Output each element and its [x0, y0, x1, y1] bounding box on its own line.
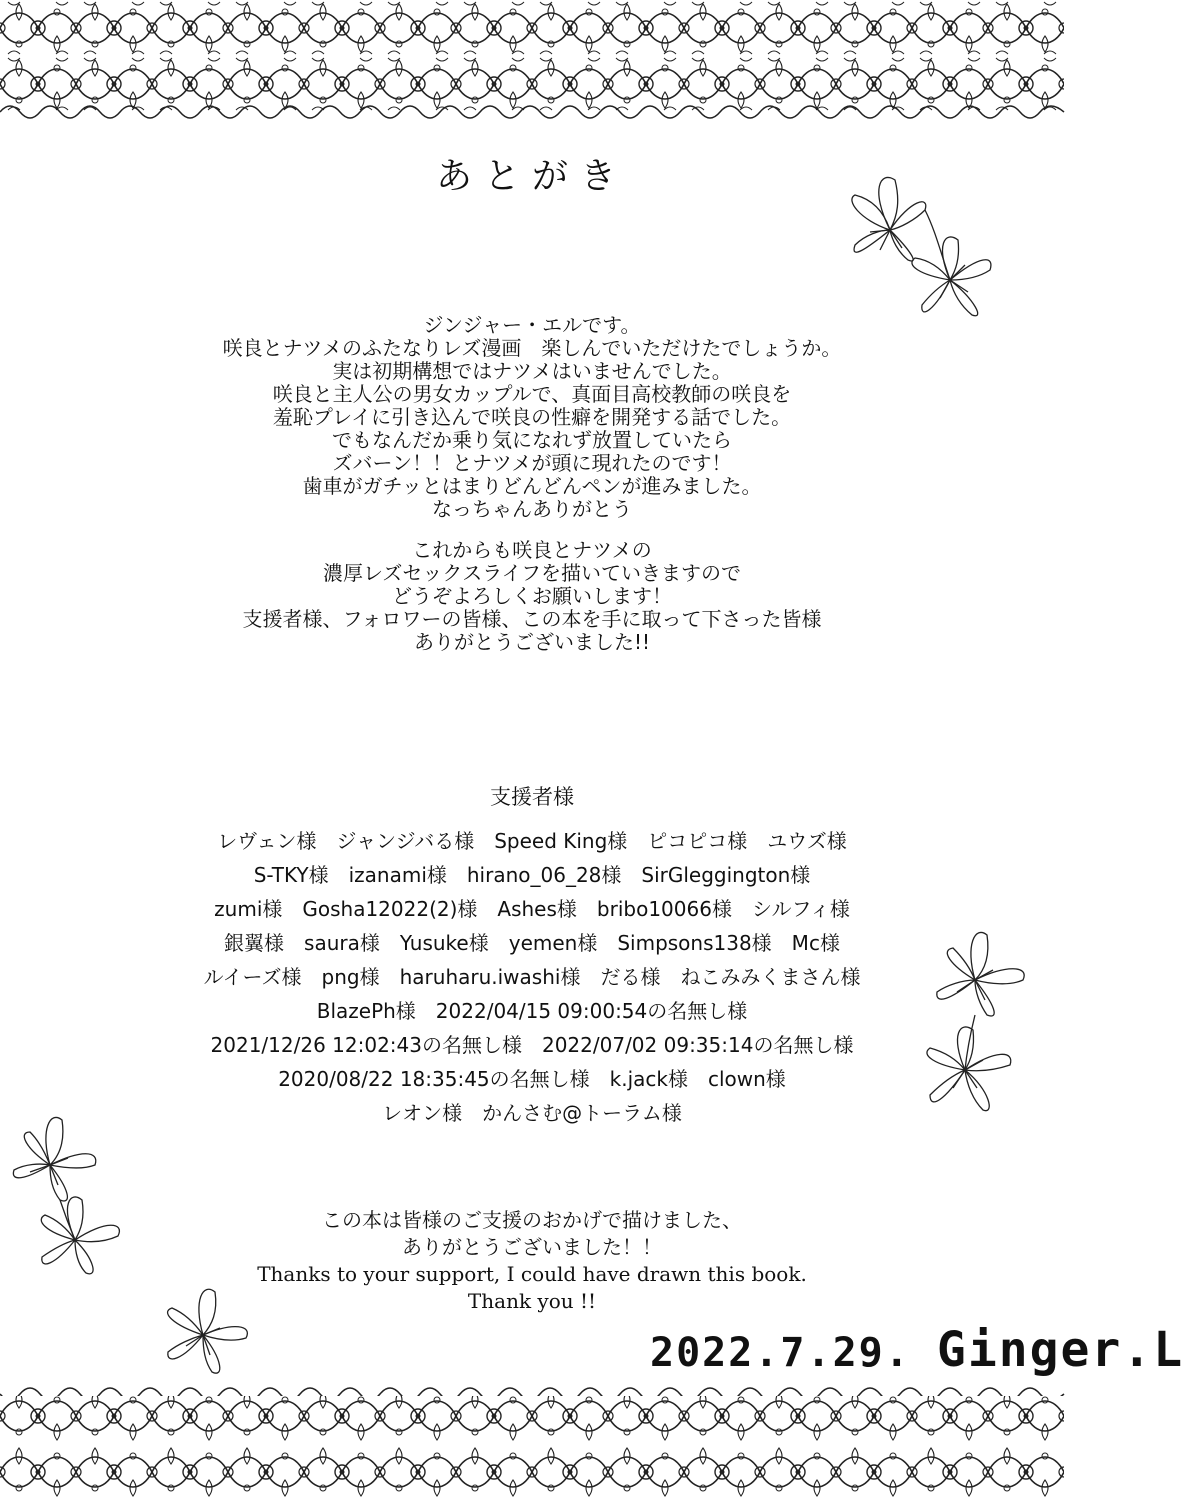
signature-name: Ginger.L [936, 1322, 1184, 1378]
message-line: ありがとうございました!! [413, 630, 651, 654]
closing-line: この本は皆様のご支援のおかげで描けました、 [322, 1208, 742, 1232]
supporter-line: ルイーズ様 png様 haruharu.iwashi様 だる様 ねこみみくまさん様 [203, 965, 861, 989]
message-line: 歯車がガチッとはまりどんどんペンが進みました。 [302, 474, 762, 498]
supporter-line: 銀翼様 saura様 Yusuke様 yemen様 Simpsons138様 Mc様 [224, 931, 840, 955]
message-line: ジンジャー・エルです。 [423, 313, 641, 337]
supporter-line: レヴェン様 ジャンジバる様 Speed King様 ピコピコ様 ユウズ様 [217, 829, 847, 853]
message-line: 実は初期構想ではナツメはいませんでした。 [332, 359, 732, 383]
supporter-line: レオン様 かんさむ@トーラム様 [382, 1101, 682, 1125]
message-line: なっちゃんありがとう [432, 497, 632, 521]
closing-line: Thanks to your support, I could have drawn this book. [257, 1262, 807, 1286]
top-ornamental-border [0, 0, 1064, 118]
message-line: 羞恥プレイに引き込んで咲良の性癖を開発する話でした。 [272, 405, 792, 429]
message-line: でもなんだか乗り気になれず放置していたら [332, 428, 732, 452]
supporter-line: 2020/08/22 18:35:45の名無し様 k.jack様 clown様 [278, 1067, 786, 1091]
supporters-heading: 支援者様 [490, 785, 574, 809]
message-line: 濃厚レズセックスライフを描いていきますので [323, 561, 741, 585]
thanks-message [0, 539, 1064, 654]
supporter-line: zumi様 Gosha12022(2)様 Ashes様 bribo10066様 シルフィ様 [214, 897, 850, 921]
message-line: どうぞよろしくお願いします！ [392, 584, 672, 608]
closing-message [0, 1207, 1064, 1315]
message-line: 咲良とナツメのふたなりレズ漫画 楽しんでいただけたでしょうか。 [222, 336, 842, 360]
signature [650, 1322, 1184, 1378]
message-line: 支援者様、フォロワーの皆様、この本を手に取って下さった皆様 [242, 607, 822, 631]
supporter-line: S-TKY様 izanami様 hirano_06_28様 SirGleggington様 [253, 863, 811, 887]
message-line: 咲良と主人公の男女カップルで、真面目高校教師の咲良を [272, 382, 792, 406]
supporter-line: BlazePh様 2022/04/15 09:00:54の名無し様 [316, 999, 748, 1023]
bottom-ornamental-border [0, 1388, 1064, 1500]
supporter-line: 2021/12/26 12:02:43の名無し様 2022/07/02 09:35:14の名無し様 [210, 1033, 854, 1057]
message-line: これからも咲良とナツメの [412, 538, 652, 562]
closing-line: ありがとうございました！！ [402, 1235, 662, 1259]
afterword-message [0, 314, 1064, 521]
signature-date: 2022.7.29. [650, 1330, 911, 1376]
lily-flower-icon [895, 920, 1055, 1144]
page-title: あとがき [435, 156, 628, 197]
closing-line: Thank you !! [467, 1289, 597, 1313]
message-line: ズバーン！！とナツメが頭に現れたのです！ [332, 451, 732, 475]
